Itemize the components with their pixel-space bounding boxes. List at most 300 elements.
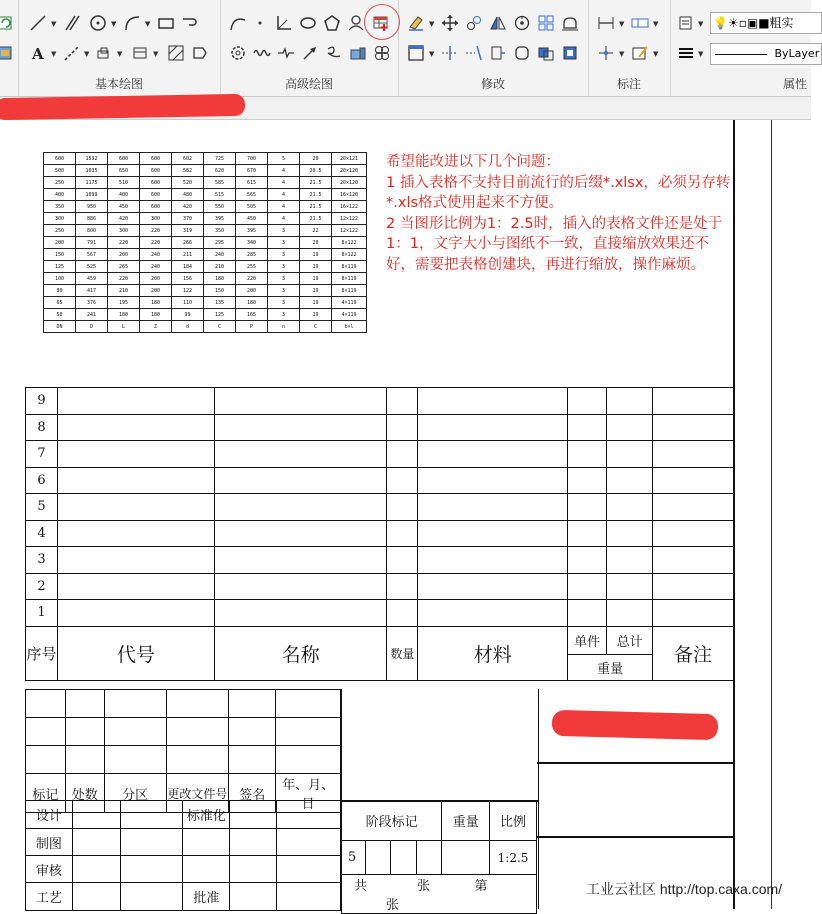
sign-cell — [277, 829, 341, 856]
bom-cell — [214, 414, 387, 441]
sun-icon[interactable]: ☀ — [727, 16, 739, 30]
bom-cell — [418, 600, 568, 627]
rev-cell — [229, 746, 276, 774]
header-total: 总计 — [607, 626, 653, 654]
image-table-cell: 5 — [268, 153, 300, 165]
chevron-down-icon[interactable]: ▼ — [653, 50, 659, 58]
bom-row — [26, 520, 734, 547]
bom-cell — [387, 388, 418, 415]
properties-icon[interactable] — [676, 13, 696, 33]
image-table-cell: 165 — [236, 309, 268, 321]
image-table-cell: 3 — [268, 309, 300, 321]
bom-row — [26, 573, 734, 600]
image-table-cell: 600 — [140, 201, 172, 213]
bom-cell — [607, 573, 653, 600]
rev-cell — [65, 746, 104, 774]
point-icon[interactable] — [250, 13, 270, 33]
bom-table — [25, 387, 734, 681]
image-table-cell: 585 — [204, 177, 236, 189]
rev-cell — [276, 718, 341, 746]
bom-row — [26, 414, 734, 441]
bom-cell — [57, 388, 214, 415]
image-table-row — [44, 249, 367, 261]
bom-row-number: 5 — [26, 494, 58, 521]
move-icon[interactable] — [440, 13, 460, 33]
parallel-line-icon[interactable] — [62, 13, 82, 33]
image-table-cell: 4 — [268, 189, 300, 201]
chevron-down-icon[interactable]: ▼ — [698, 20, 704, 28]
tolerance-icon[interactable] — [630, 13, 650, 33]
image-table-cell: 1175 — [76, 177, 108, 189]
bom-cell — [653, 414, 734, 441]
linetype-combo[interactable] — [710, 43, 822, 65]
bom-cell — [57, 441, 214, 468]
image-table-cell: 125 — [44, 261, 76, 273]
bom-row — [26, 467, 734, 494]
annotation-note — [386, 152, 732, 275]
chevron-down-icon[interactable]: ▼ — [429, 20, 435, 28]
bom-row-number: 6 — [26, 467, 58, 494]
divider — [537, 836, 733, 838]
bom-cell — [568, 441, 607, 468]
bom-cell — [387, 573, 418, 600]
image-table-cell: 200 — [140, 273, 172, 285]
image-table-cell: 700 — [236, 153, 268, 165]
image-table-cell: 20×120 — [332, 165, 367, 177]
rev-cell — [166, 690, 229, 718]
bom-cell — [418, 573, 568, 600]
breakline-icon[interactable] — [276, 43, 296, 63]
image-table-cell: 250 — [44, 177, 76, 189]
title-block-signatures — [25, 800, 341, 911]
image-icon[interactable] — [348, 43, 368, 63]
image-table-cell: 520 — [172, 177, 204, 189]
image-table-cell: 19 — [300, 309, 332, 321]
rev-cell — [229, 718, 276, 746]
svg-text:A: A — [32, 45, 44, 63]
bom-cell — [214, 467, 387, 494]
image-table-cell: 156 — [172, 273, 204, 285]
hatch-icon[interactable] — [166, 43, 186, 63]
printer-icon[interactable]: ▣ — [746, 16, 759, 30]
image-table-cell: 220 — [108, 237, 140, 249]
cloud-icon[interactable] — [372, 43, 392, 63]
fillet-icon[interactable] — [512, 43, 532, 63]
image-table-row — [44, 153, 367, 165]
sign-cell — [72, 829, 120, 856]
chevron-down-icon[interactable]: ▼ — [145, 20, 151, 28]
bom-cell — [607, 441, 653, 468]
bom-row — [26, 388, 734, 415]
bom-cell — [418, 467, 568, 494]
image-table-cell: 200 — [140, 285, 172, 297]
image-table-row — [44, 177, 367, 189]
image-table-cell: 4×119 — [332, 309, 367, 321]
image-table-cell: 150 — [204, 285, 236, 297]
image-table-cell: 791 — [76, 237, 108, 249]
image-table-cell: 615 — [236, 177, 268, 189]
image-table-cell: 8×122 — [332, 249, 367, 261]
image-table-cell: 19 — [300, 297, 332, 309]
box-select-icon[interactable] — [406, 43, 426, 63]
bom-cell — [418, 388, 568, 415]
image-table-cell: 600 — [44, 153, 76, 165]
panel-label-advanced-draw: 高级绘图 — [284, 77, 333, 91]
sheets-unit-label: 张 — [417, 879, 431, 894]
image-table-cell: 180 — [108, 309, 140, 321]
image-table-cell: 3 — [268, 297, 300, 309]
gear-icon[interactable] — [228, 43, 248, 63]
image-table-cell: 20.5 — [300, 165, 332, 177]
label-scale: 比例 — [490, 801, 537, 841]
bom-cell — [214, 520, 387, 547]
centerline-icon[interactable] — [62, 43, 82, 63]
image-table-cell: 350 — [204, 225, 236, 237]
ribbon-panel-dimension — [588, 0, 671, 96]
bom-row-number: 7 — [26, 441, 58, 468]
bom-cell — [57, 494, 214, 521]
bom-cell — [607, 520, 653, 547]
arc-icon[interactable] — [122, 13, 142, 33]
label-stage-mark: 阶段标记 — [342, 801, 442, 841]
layer-combo[interactable] — [710, 12, 822, 34]
coordinate-icon[interactable] — [596, 43, 616, 63]
chevron-down-icon[interactable]: ▼ — [51, 20, 57, 28]
rev-cell — [104, 690, 166, 718]
rev-cell — [65, 690, 104, 718]
image-table-cell: 4×119 — [332, 297, 367, 309]
spring-icon[interactable] — [324, 43, 344, 63]
image-table-cell: 650 — [108, 165, 140, 177]
image-table-cell: 20 — [300, 237, 332, 249]
bom-row-number: 9 — [26, 388, 58, 415]
image-table-cell: 8×119 — [332, 273, 367, 285]
region-icon[interactable] — [190, 43, 210, 63]
rev-cell — [229, 690, 276, 718]
image-table-row — [44, 189, 367, 201]
sheet-count-row — [342, 875, 537, 914]
image-table-row — [44, 165, 367, 177]
arrow-icon[interactable] — [300, 43, 320, 63]
image-table-cell: 80 — [44, 285, 76, 297]
bom-cell — [653, 547, 734, 574]
extend-icon[interactable] — [464, 43, 484, 63]
bom-cell — [568, 467, 607, 494]
array-icon[interactable] — [536, 13, 556, 33]
chevron-down-icon[interactable]: ▼ — [619, 50, 625, 58]
bom-cell — [607, 494, 653, 521]
image-table-cell: 16×122 — [332, 201, 367, 213]
bom-cell — [568, 547, 607, 574]
image-table-cell: 99 — [172, 309, 204, 321]
image-table-cell: 602 — [172, 153, 204, 165]
scale-value: 1:2.5 — [490, 841, 537, 875]
note-line: 希望能改进以下几个问题： — [386, 154, 560, 170]
chevron-down-icon[interactable]: ▼ — [51, 50, 57, 58]
sign-cell — [277, 883, 341, 911]
rev-cell — [104, 718, 166, 746]
image-table-cell: 3 — [268, 285, 300, 297]
color-swatch: ■ — [758, 16, 770, 30]
image-table-cell: 19 — [300, 261, 332, 273]
bom-row-number: 3 — [26, 547, 58, 574]
ribbon-panel-properties — [670, 0, 820, 96]
curve-icon[interactable] — [228, 13, 248, 33]
label-process: 工艺 — [26, 883, 73, 911]
rev-cell — [104, 746, 166, 774]
bom-cell — [607, 547, 653, 574]
image-table-cell: 255 — [236, 261, 268, 273]
image-table-cell: L — [108, 321, 140, 333]
rev-cell — [26, 690, 66, 718]
sign-cell — [72, 801, 120, 829]
image-table-cell: 180 — [236, 297, 268, 309]
refresh-icon[interactable] — [0, 13, 16, 33]
image-table-cell: 50 — [44, 309, 76, 321]
inserted-table-image[interactable] — [43, 152, 367, 333]
sign-cell — [277, 856, 341, 883]
image-table-row — [44, 201, 367, 213]
chevron-down-icon[interactable]: ▼ — [111, 20, 117, 28]
image-table-cell: 250 — [44, 225, 76, 237]
sheet-no-label: 第 — [474, 879, 488, 894]
image-table-cell: 240 — [204, 249, 236, 261]
hatch-tool-icon[interactable] — [130, 43, 150, 63]
title-block-revisions — [25, 689, 341, 813]
image-table-cell: 266 — [172, 237, 204, 249]
stage-value: 5 — [342, 841, 366, 875]
image-table-row — [44, 297, 367, 309]
image-table-cell: 395 — [204, 213, 236, 225]
rev-cell — [166, 718, 229, 746]
sign-cell — [120, 856, 183, 883]
bom-cell — [653, 520, 734, 547]
sign-cell — [230, 856, 277, 883]
image-table-cell: 950 — [76, 201, 108, 213]
image-table-cell: 135 — [204, 297, 236, 309]
image-table-row — [44, 285, 367, 297]
bom-cell — [57, 520, 214, 547]
panel-label-dimension: 标注 — [616, 77, 641, 91]
image-table-cell: 505 — [236, 201, 268, 213]
label-standard: 标准化 — [183, 801, 230, 829]
image-table-cell: 110 — [172, 297, 204, 309]
image-table-cell: 500 — [44, 165, 76, 177]
image-table-cell: 12×122 — [332, 213, 367, 225]
rev-cell — [166, 746, 229, 774]
rev-cell — [276, 690, 341, 718]
image-table-cell: 220 — [108, 273, 140, 285]
bom-cell — [568, 494, 607, 521]
image-table-cell: 220 — [140, 225, 172, 237]
image-table-cell: 210 — [108, 285, 140, 297]
trim-icon[interactable] — [440, 43, 460, 63]
image-table-cell: 220 — [140, 237, 172, 249]
label-draw: 制图 — [26, 829, 73, 856]
chevron-down-icon[interactable]: ▼ — [429, 50, 435, 58]
chevron-down-icon[interactable]: ▼ — [698, 50, 704, 58]
image-table-cell: C — [204, 321, 236, 333]
linetype-icon[interactable] — [676, 43, 696, 63]
image-table-cell: 200 — [236, 285, 268, 297]
break-icon[interactable] — [488, 43, 508, 63]
label-design: 设计 — [26, 801, 73, 829]
label-weight: 重量 — [442, 801, 490, 841]
bom-cell — [214, 441, 387, 468]
ribbon-toolbar — [0, 0, 820, 97]
sign-cell — [183, 856, 230, 883]
eraser-icon[interactable] — [406, 13, 426, 33]
rev-header-mark: 标记 — [26, 774, 66, 813]
bom-row — [26, 494, 734, 521]
bom-cell — [418, 494, 568, 521]
ribbon-panel-partial — [0, 0, 19, 96]
image-table-cell: 21.5 — [300, 177, 332, 189]
image-table-cell: 180 — [140, 297, 172, 309]
bom-cell — [607, 414, 653, 441]
mirror-icon[interactable] — [488, 13, 508, 33]
image-table-cell: 19 — [300, 249, 332, 261]
stage-cell — [416, 841, 442, 875]
image-table-cell: 21.5 — [300, 189, 332, 201]
spline-icon[interactable] — [180, 13, 200, 33]
polygon-icon[interactable] — [322, 13, 342, 33]
circle-icon[interactable] — [88, 13, 108, 33]
dimension-icon[interactable] — [596, 13, 616, 33]
image-table-cell: 1592 — [76, 153, 108, 165]
panel-label-modify: 修改 — [480, 77, 505, 91]
sign-cell — [120, 829, 183, 856]
image-table-cell: 285 — [236, 249, 268, 261]
note-line: 2 当图形比例为1：2.5时，插入的表格文件还是处于1：1，文字大小与图纸不一致，直接缩放效果还不好，需要把表格创建块，再进行缩放，操作麻烦。 — [386, 215, 723, 273]
block-icon[interactable] — [94, 43, 114, 63]
rotate-icon[interactable] — [512, 13, 532, 33]
chevron-down-icon[interactable]: ▼ — [619, 20, 625, 28]
image-table-cell: 400 — [108, 189, 140, 201]
image-table-row — [44, 273, 367, 285]
bom-row — [26, 441, 734, 468]
image-table-cell: 265 — [108, 261, 140, 273]
note-line: 1 插入表格不支持目前流行的后缀*.xlsx，必须另存转*.xls格式使用起来不方便。 — [386, 174, 731, 211]
image-table-cell: 620 — [204, 165, 236, 177]
image-table-cell: P — [236, 321, 268, 333]
bylayer-label: ByLayer — [774, 47, 820, 60]
image-table-cell: 567 — [76, 249, 108, 261]
image-table-cell: 3 — [268, 273, 300, 285]
image-table-cell: 800 — [76, 225, 108, 237]
image-table-cell: 195 — [108, 297, 140, 309]
stage-block — [341, 800, 537, 914]
image-table-cell: 417 — [76, 285, 108, 297]
image-table-cell: 241 — [76, 309, 108, 321]
frame-outer-line — [771, 120, 772, 909]
image-table-cell: 550 — [204, 201, 236, 213]
bom-cell — [568, 414, 607, 441]
stretch-icon[interactable] — [560, 13, 580, 33]
bom-cell — [387, 494, 418, 521]
axis-icon[interactable] — [274, 13, 294, 33]
image-table-cell: D — [76, 321, 108, 333]
bom-row-number: 4 — [26, 520, 58, 547]
chevron-down-icon[interactable]: ▼ — [84, 50, 90, 58]
copy-icon[interactable] — [464, 13, 484, 33]
divider — [537, 762, 733, 764]
bom-cell — [653, 467, 734, 494]
image-table-cell: 8×119 — [332, 261, 367, 273]
lightbulb-icon[interactable]: 💡 — [713, 16, 728, 30]
edit-dimension-icon[interactable] — [630, 43, 650, 63]
panel-label-basic-draw: 基本绘图 — [94, 77, 143, 91]
person-icon[interactable] — [346, 13, 366, 33]
chevron-down-icon[interactable]: ▼ — [153, 50, 159, 58]
image-table-cell: 370 — [172, 213, 204, 225]
header-name: 名称 — [214, 626, 387, 681]
rev-header-sign: 签名 — [229, 774, 276, 813]
image-table-cell: 300 — [140, 213, 172, 225]
ellipse-icon[interactable] — [298, 13, 318, 33]
image-table-row — [44, 237, 367, 249]
bom-cell — [607, 467, 653, 494]
chevron-down-icon[interactable]: ▼ — [117, 50, 123, 58]
image-table-row — [44, 309, 367, 321]
line-icon[interactable] — [28, 13, 48, 33]
wave-icon[interactable] — [252, 43, 272, 63]
image-table-cell: 122 — [172, 285, 204, 297]
explode-icon[interactable] — [560, 43, 580, 63]
image-table-cell: 319 — [172, 225, 204, 237]
redaction-mark — [552, 710, 719, 740]
image-table-cell: 670 — [236, 165, 268, 177]
bom-cell — [57, 414, 214, 441]
bom-cell — [568, 520, 607, 547]
header-material: 材料 — [418, 626, 568, 681]
bom-row-number: 1 — [26, 600, 58, 627]
chamfer-icon[interactable] — [536, 43, 556, 63]
image-table-cell: 600 — [140, 153, 172, 165]
image-table-cell: 420 — [108, 213, 140, 225]
image-table-cell: 240 — [140, 261, 172, 273]
bom-cell — [418, 547, 568, 574]
image-table-cell: 16×120 — [332, 189, 367, 201]
image-table-cell: 220 — [236, 273, 268, 285]
rectangle-icon[interactable] — [156, 13, 176, 33]
image-table-cell: 376 — [76, 297, 108, 309]
chevron-down-icon[interactable]: ▼ — [653, 20, 659, 28]
lock-icon[interactable]: ▫ — [738, 16, 747, 30]
sign-cell — [120, 883, 183, 911]
label-check: 审核 — [26, 856, 73, 883]
bom-cell — [57, 600, 214, 627]
sheets-total-label: 共 — [354, 879, 368, 894]
image-table-cell: 4 — [268, 201, 300, 213]
header-qty: 数量 — [387, 626, 418, 681]
rev-header-date: 年、月、日 — [276, 774, 341, 813]
image-table-cell: 12×122 — [332, 225, 367, 237]
text-icon[interactable] — [28, 43, 48, 63]
layer-name: 粗实 — [769, 16, 794, 30]
layer-icon[interactable] — [0, 43, 16, 63]
image-table-cell: 4 — [268, 177, 300, 189]
image-table-cell: 21.5 — [300, 213, 332, 225]
image-table-cell: 295 — [204, 237, 236, 249]
image-table-cell: 3 — [268, 225, 300, 237]
image-table-cell: 395 — [236, 225, 268, 237]
bom-cell — [387, 600, 418, 627]
image-table-cell: 459 — [76, 273, 108, 285]
image-table-cell: 4 — [268, 165, 300, 177]
rev-cell — [276, 746, 341, 774]
header-code: 代号 — [57, 626, 214, 681]
